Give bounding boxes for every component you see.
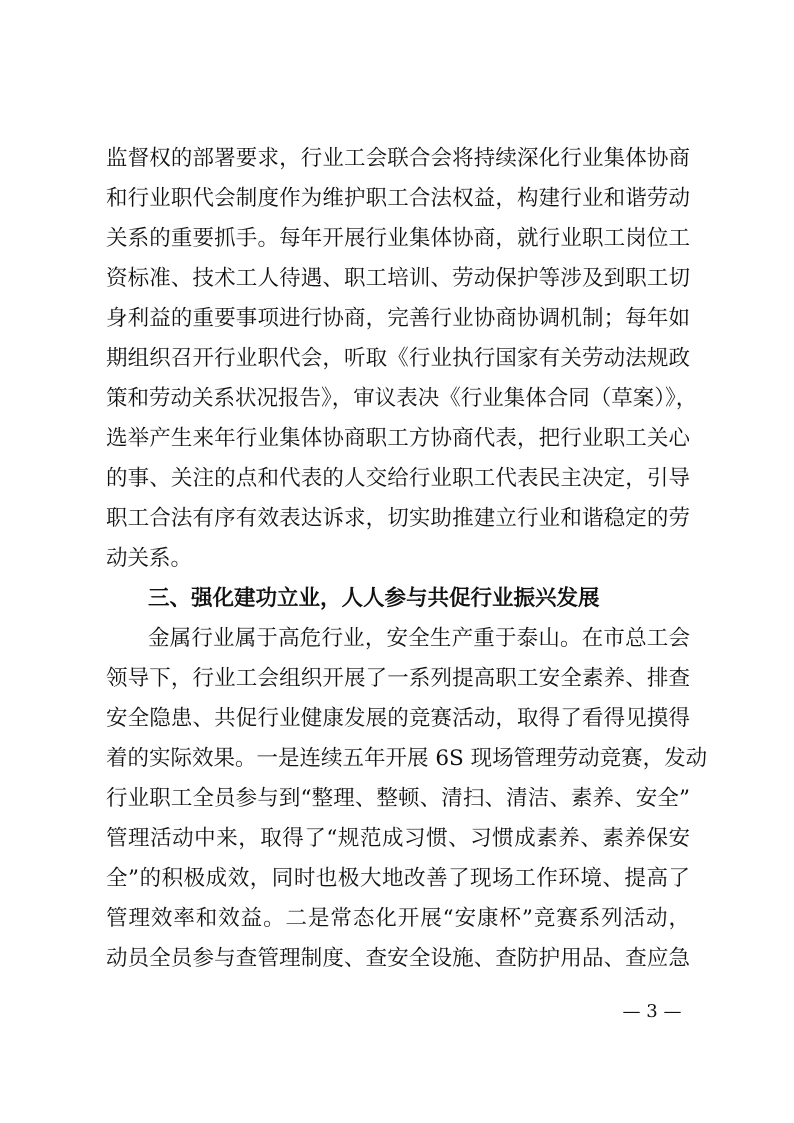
paragraph-line: 安全隐患、共促行业健康发展的竞赛活动，取得了看得见摸得	[106, 706, 690, 731]
paragraph-line: 管理效率和效益。二是常态化开展“安康杯”竞赛系列活动，	[106, 906, 690, 931]
section-heading: 三、强化建功立业，人人参与共促行业振兴发展	[148, 586, 600, 611]
paragraph-line: 选举产生来年行业集体协商职工方协商代表，把行业职工关心	[106, 426, 690, 451]
paragraph-line: 管理活动中来，取得了“规范成习惯、习惯成素养、素养保安	[106, 826, 690, 851]
paragraph-line: 和行业职代会制度作为维护职工合法权益，构建行业和谐劳动	[106, 186, 690, 211]
paragraph-line: 动员全员参与查管理制度、查安全设施、查防护用品、查应急	[106, 946, 690, 971]
page-number: — 3 —	[622, 1001, 682, 1022]
paragraph-line: 身利益的重要事项进行协商，完善行业协商协调机制；每年如	[106, 306, 690, 331]
paragraph-line: 动关系。	[106, 546, 193, 571]
paragraph-line: 行业职工全员参与到“整理、整顿、清扫、清洁、素养、安全”	[106, 786, 690, 811]
paragraph-line: 着的实际效果。一是连续五年开展 6S 现场管理劳动竞赛，发动	[106, 746, 708, 771]
paragraph-line: 的事、关注的点和代表的人交给行业职工代表民主决定，引导	[106, 466, 690, 491]
paragraph-line: 资标准、技术工人待遇、职工培训、劳动保护等涉及到职工切	[106, 266, 690, 291]
paragraph-line: 期组织召开行业职代会，听取《行业执行国家有关劳动法规政	[106, 346, 690, 371]
paragraph-line: 金属行业属于高危行业，安全生产重于泰山。在市总工会	[148, 626, 690, 651]
paragraph-line: 关系的重要抓手。每年开展行业集体协商，就行业职工岗位工	[106, 226, 690, 251]
paragraph-line: 领导下，行业工会组织开展了一系列提高职工安全素养、排查	[106, 666, 690, 691]
paragraph-line: 监督权的部署要求，行业工会联合会将持续深化行业集体协商	[106, 146, 690, 171]
paragraph-line: 职工合法有序有效表达诉求，切实助推建立行业和谐稳定的劳	[106, 506, 690, 531]
paragraph-line: 全”的积极成效，同时也极大地改善了现场工作环境、提高了	[106, 866, 690, 891]
paragraph-line: 策和劳动关系状况报告》，审议表决《行业集体合同（草案）》，	[106, 386, 698, 411]
